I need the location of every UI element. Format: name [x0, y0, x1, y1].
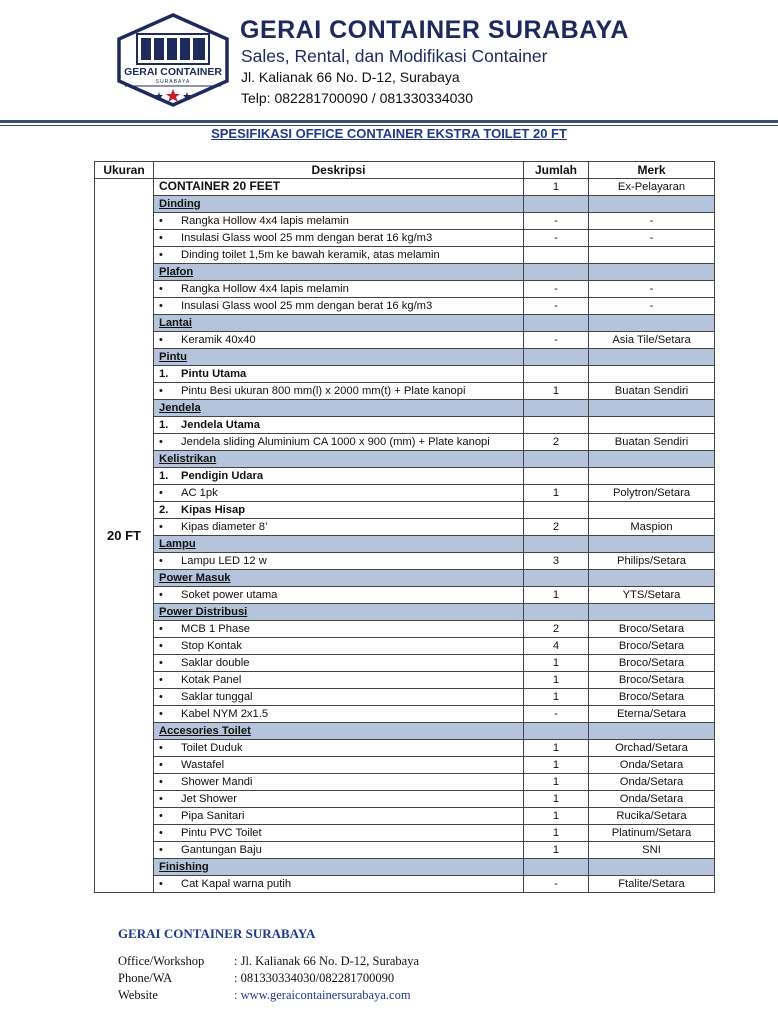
- description-cell: [154, 502, 524, 519]
- quantity-cell: [524, 264, 589, 281]
- description-text: Jendela Utama: [181, 418, 260, 431]
- brand-cell: -: [589, 298, 715, 315]
- section-row: [95, 400, 715, 417]
- brand-cell: Platinum/Setara: [589, 825, 715, 842]
- description-cell: [154, 757, 524, 774]
- quantity-cell: -: [524, 298, 589, 315]
- section-title: Dinding: [159, 197, 201, 210]
- brand-cell: -: [589, 230, 715, 247]
- table-row: [95, 825, 715, 842]
- quantity-cell: -: [524, 332, 589, 349]
- brand-cell: -: [589, 281, 715, 298]
- description-text: Kipas Hisap: [181, 503, 246, 516]
- bullet-icon: [159, 333, 181, 348]
- quantity-cell: 1: [524, 672, 589, 689]
- header-ukuran: Ukuran: [95, 162, 154, 179]
- section-title: Kelistrikan: [159, 452, 217, 465]
- company-logo: [115, 12, 231, 108]
- description-text: MCB 1 Phase: [181, 622, 251, 635]
- description-cell: [154, 655, 524, 672]
- section-row: [95, 315, 715, 332]
- brand-cell: [589, 859, 715, 876]
- quantity-cell: [524, 604, 589, 621]
- quantity-cell: 1: [524, 740, 589, 757]
- section-title: Power Masuk: [159, 571, 231, 584]
- description-text: Keramik 40x40: [181, 333, 256, 346]
- description-text: Jendela sliding Aluminium CA 1000 x 900 (mm) + Plate kanopi: [181, 435, 490, 448]
- description-cell: [154, 213, 524, 230]
- brand-cell: [589, 570, 715, 587]
- bullet-icon: [159, 826, 181, 841]
- description-text: Insulasi Glass wool 25 mm dengan berat 16 kg/m3: [181, 231, 433, 244]
- quantity-cell: [524, 315, 589, 332]
- table-row: [95, 757, 715, 774]
- description-cell: [154, 519, 524, 536]
- bullet-icon: [159, 690, 181, 705]
- table-row: [95, 468, 715, 485]
- description-text: Cat Kapal warna putih: [181, 877, 292, 890]
- header-divider: [0, 120, 778, 123]
- table-row: [95, 740, 715, 757]
- section-row: [95, 349, 715, 366]
- description-cell: [154, 689, 524, 706]
- quantity-cell: 1: [524, 485, 589, 502]
- description-cell: [154, 791, 524, 808]
- description-cell: [154, 825, 524, 842]
- bullet-icon: [159, 435, 181, 450]
- brand-cell: Maspion: [589, 519, 715, 536]
- table-row: [95, 706, 715, 723]
- quantity-cell: [524, 196, 589, 213]
- brand-cell: Rucika/Setara: [589, 808, 715, 825]
- table-row: [95, 213, 715, 230]
- description-cell: [154, 196, 524, 213]
- quantity-cell: -: [524, 230, 589, 247]
- brand-cell: [589, 502, 715, 519]
- table-row: [95, 672, 715, 689]
- bullet-icon: [159, 758, 181, 773]
- bullet-icon: [159, 214, 181, 229]
- logo-text: GERAI CONTAINER: [124, 66, 222, 78]
- bullet-icon: [159, 384, 181, 399]
- logo-subtext: SURABAYA: [155, 79, 191, 85]
- quantity-cell: [524, 247, 589, 264]
- description-cell: [154, 230, 524, 247]
- bullet-icon: [159, 877, 181, 892]
- description-cell: [154, 740, 524, 757]
- description-text: Jet Shower: [181, 792, 237, 805]
- brand-cell: Broco/Setara: [589, 689, 715, 706]
- description-cell: [154, 570, 524, 587]
- company-tagline: Sales, Rental, dan Modifikasi Container: [241, 46, 548, 66]
- description-cell: [154, 332, 524, 349]
- bullet-icon: [159, 707, 181, 722]
- table-body: [95, 179, 715, 893]
- quantity-cell: [524, 570, 589, 587]
- description-cell: [154, 179, 524, 196]
- brand-cell: Buatan Sendiri: [589, 434, 715, 451]
- section-title: Plafon: [159, 265, 194, 278]
- brand-cell: [589, 315, 715, 332]
- bullet-icon: [159, 809, 181, 824]
- table-row: [95, 621, 715, 638]
- section-row: [95, 196, 715, 213]
- description-text: Kotak Panel: [181, 673, 242, 686]
- table-row: [95, 774, 715, 791]
- quantity-cell: [524, 349, 589, 366]
- header-deskripsi: Deskripsi: [154, 162, 524, 179]
- description-text: Rangka Hollow 4x4 lapis melamin: [181, 214, 349, 227]
- bullet-icon: [159, 486, 181, 501]
- bullet-icon: [159, 554, 181, 569]
- bullet-icon: [159, 588, 181, 603]
- section-row: [95, 264, 715, 281]
- description-cell: [154, 706, 524, 723]
- section-row: [95, 859, 715, 876]
- description-cell: [154, 417, 524, 434]
- item-number: 1.: [159, 367, 169, 380]
- section-title: Jendela: [159, 401, 201, 414]
- brand-cell: Onda/Setara: [589, 774, 715, 791]
- brand-cell: Philips/Setara: [589, 553, 715, 570]
- brand-cell: [589, 536, 715, 553]
- bullet-icon: [159, 231, 181, 246]
- brand-cell: [589, 349, 715, 366]
- table-row: [95, 417, 715, 434]
- table-row: [95, 791, 715, 808]
- item-number: 1.: [159, 469, 169, 482]
- bullet-icon: [159, 299, 181, 314]
- quantity-cell: -: [524, 213, 589, 230]
- brand-cell: Ftalite/Setara: [589, 876, 715, 893]
- description-text: Toilet Duduk: [181, 741, 243, 754]
- quantity-cell: 1: [524, 689, 589, 706]
- section-row: [95, 604, 715, 621]
- table-row: [95, 842, 715, 859]
- bullet-icon: [159, 282, 181, 297]
- brand-cell: [589, 264, 715, 281]
- description-text: Kabel NYM 2x1.5: [181, 707, 269, 720]
- bullet-icon: [159, 622, 181, 637]
- description-text: AC 1pk: [181, 486, 218, 499]
- brand-cell: Onda/Setara: [589, 791, 715, 808]
- brand-cell: [589, 366, 715, 383]
- description-cell: [154, 808, 524, 825]
- quantity-cell: [524, 417, 589, 434]
- brand-cell: Broco/Setara: [589, 655, 715, 672]
- description-text: Kipas diameter 8’: [181, 520, 268, 533]
- table-row: [95, 553, 715, 570]
- quantity-cell: -: [524, 281, 589, 298]
- brand-cell: [589, 417, 715, 434]
- section-title: Accesories Toilet: [159, 724, 251, 737]
- bullet-icon: [159, 656, 181, 671]
- section-title: Lantai: [159, 316, 192, 329]
- quantity-cell: 4: [524, 638, 589, 655]
- quantity-cell: 1: [524, 587, 589, 604]
- description-cell: [154, 536, 524, 553]
- table-row: [95, 502, 715, 519]
- section-title: Power Distribusi: [159, 605, 248, 618]
- quantity-cell: 3: [524, 553, 589, 570]
- footer-office-label: Office/Workshop: [118, 954, 205, 968]
- document-title: SPESIFIKASI OFFICE CONTAINER EKSTRA TOILET 20 FT: [211, 126, 567, 141]
- description-text: Lampu LED 12 w: [181, 554, 267, 567]
- description-cell: [154, 298, 524, 315]
- bullet-icon: [159, 775, 181, 790]
- section-title: Finishing: [159, 860, 209, 873]
- logo-emblem-icon: [115, 12, 231, 108]
- description-cell: [154, 281, 524, 298]
- spec-table: [94, 161, 715, 893]
- description-cell: [154, 774, 524, 791]
- brand-cell: Eterna/Setara: [589, 706, 715, 723]
- description-cell: [154, 723, 524, 740]
- description-text: Wastafel: [181, 758, 225, 771]
- quantity-cell: [524, 502, 589, 519]
- table-row: [95, 808, 715, 825]
- brand-cell: Broco/Setara: [589, 621, 715, 638]
- table-row: [95, 366, 715, 383]
- description-cell: [154, 638, 524, 655]
- description-text: Gantungan Baju: [181, 843, 262, 856]
- brand-cell: Orchad/Setara: [589, 740, 715, 757]
- bullet-icon: [159, 843, 181, 858]
- brand-cell: [589, 468, 715, 485]
- table-row: [95, 230, 715, 247]
- brand-cell: Asia Tile/Setara: [589, 332, 715, 349]
- quantity-cell: 1: [524, 655, 589, 672]
- header-jumlah: Jumlah: [524, 162, 589, 179]
- bullet-icon: [159, 741, 181, 756]
- brand-cell: SNI: [589, 842, 715, 859]
- description-cell: [154, 451, 524, 468]
- brand-cell: [589, 723, 715, 740]
- quantity-cell: [524, 451, 589, 468]
- description-cell: [154, 485, 524, 502]
- brand-cell: [589, 400, 715, 417]
- description-cell: [154, 349, 524, 366]
- table-row: [95, 247, 715, 264]
- description-cell: [154, 383, 524, 400]
- description-text: Soket power utama: [181, 588, 278, 601]
- table-row: [95, 332, 715, 349]
- bullet-icon: [159, 639, 181, 654]
- description-cell: [154, 604, 524, 621]
- table-row: [95, 587, 715, 604]
- quantity-cell: 1: [524, 825, 589, 842]
- quantity-cell: 2: [524, 434, 589, 451]
- description-cell: [154, 366, 524, 383]
- table-row: [95, 519, 715, 536]
- description-cell: [154, 672, 524, 689]
- quantity-cell: [524, 366, 589, 383]
- description-text: Saklar double: [181, 656, 250, 669]
- description-cell: [154, 859, 524, 876]
- brand-cell: [589, 451, 715, 468]
- table-row: [95, 281, 715, 298]
- footer-website-link[interactable]: : www.geraicontainersurabaya.com: [234, 988, 411, 1002]
- quantity-cell: 1: [524, 842, 589, 859]
- section-title: Lampu: [159, 537, 196, 550]
- brand-cell: Buatan Sendiri: [589, 383, 715, 400]
- quantity-cell: 1: [524, 774, 589, 791]
- description-text: Pintu Utama: [181, 367, 247, 380]
- bullet-icon: [159, 248, 181, 263]
- quantity-cell: 1: [524, 383, 589, 400]
- description-text: Shower Mandi: [181, 775, 253, 788]
- bullet-icon: [159, 673, 181, 688]
- quantity-cell: 2: [524, 621, 589, 638]
- description-cell: [154, 434, 524, 451]
- description-cell: [154, 315, 524, 332]
- footer-phone-label: Phone/WA: [118, 971, 173, 985]
- description-text: Dinding toilet 1,5m ke bawah keramik, atas melamin: [181, 248, 440, 261]
- item-number: 2.: [159, 503, 169, 516]
- description-text: Rangka Hollow 4x4 lapis melamin: [181, 282, 349, 295]
- quantity-cell: 1: [524, 757, 589, 774]
- brand-cell: Polytron/Setara: [589, 485, 715, 502]
- brand-cell: Ex-Pelayaran: [589, 179, 715, 196]
- ukuran-cell: 20 FT: [95, 179, 154, 893]
- description-text: CONTAINER 20 FEET: [159, 179, 281, 193]
- quantity-cell: [524, 859, 589, 876]
- table-row: [95, 485, 715, 502]
- brand-cell: Broco/Setara: [589, 672, 715, 689]
- table-row: [95, 638, 715, 655]
- item-number: 1.: [159, 418, 169, 431]
- table-row: [95, 655, 715, 672]
- brand-cell: YTS/Setara: [589, 587, 715, 604]
- company-phone: Telp: 082281700090 / 081330334030: [241, 90, 473, 106]
- description-cell: [154, 468, 524, 485]
- description-cell: [154, 553, 524, 570]
- brand-cell: [589, 247, 715, 264]
- table-row: [95, 689, 715, 706]
- description-cell: [154, 621, 524, 638]
- description-text: Pintu PVC Toilet: [181, 826, 262, 839]
- quantity-cell: 1: [524, 791, 589, 808]
- section-row: [95, 451, 715, 468]
- brand-cell: [589, 604, 715, 621]
- quantity-cell: [524, 400, 589, 417]
- quantity-cell: -: [524, 876, 589, 893]
- section-row: [95, 570, 715, 587]
- description-cell: [154, 587, 524, 604]
- brand-cell: Broco/Setara: [589, 638, 715, 655]
- quantity-cell: -: [524, 706, 589, 723]
- company-name: GERAI CONTAINER SURABAYA: [240, 16, 629, 44]
- bullet-icon: [159, 520, 181, 535]
- table-header-row: [95, 162, 715, 179]
- brand-cell: Onda/Setara: [589, 757, 715, 774]
- quantity-cell: [524, 536, 589, 553]
- quantity-cell: [524, 468, 589, 485]
- brand-cell: [589, 196, 715, 213]
- description-cell: [154, 247, 524, 264]
- description-cell: [154, 264, 524, 281]
- footer-office-value: : Jl. Kalianak 66 No. D-12, Surabaya: [234, 954, 420, 968]
- description-cell: [154, 842, 524, 859]
- table-row: [95, 298, 715, 315]
- section-row: [95, 723, 715, 740]
- section-title: Pintu: [159, 350, 187, 363]
- footer-website-label: Website: [118, 988, 158, 1002]
- company-address: Jl. Kalianak 66 No. D-12, Surabaya: [241, 69, 460, 85]
- description-text: Pipa Sanitari: [181, 809, 245, 822]
- description-text: Pendigin Udara: [181, 469, 264, 482]
- quantity-cell: [524, 723, 589, 740]
- description-cell: [154, 400, 524, 417]
- table-row: [95, 179, 715, 196]
- table-row: [95, 434, 715, 451]
- description-text: Pintu Besi ukuran 800 mm(l) x 2000 mm(t) + Plate kanopi: [181, 384, 466, 397]
- quantity-cell: 1: [524, 808, 589, 825]
- section-row: [95, 536, 715, 553]
- quantity-cell: 1: [524, 179, 589, 196]
- table-row: [95, 876, 715, 893]
- header-merk: Merk: [589, 162, 715, 179]
- description-cell: [154, 876, 524, 893]
- footer-phone-value: : 081330334030/082281700090: [234, 971, 395, 985]
- brand-cell: -: [589, 213, 715, 230]
- quantity-cell: 2: [524, 519, 589, 536]
- description-text: Insulasi Glass wool 25 mm dengan berat 16 kg/m3: [181, 299, 433, 312]
- description-text: Stop Kontak: [181, 639, 242, 652]
- bullet-icon: [159, 792, 181, 807]
- description-text: Saklar tunggal: [181, 690, 253, 703]
- table-row: [95, 383, 715, 400]
- footer-title: GERAI CONTAINER SURABAYA: [118, 926, 316, 941]
